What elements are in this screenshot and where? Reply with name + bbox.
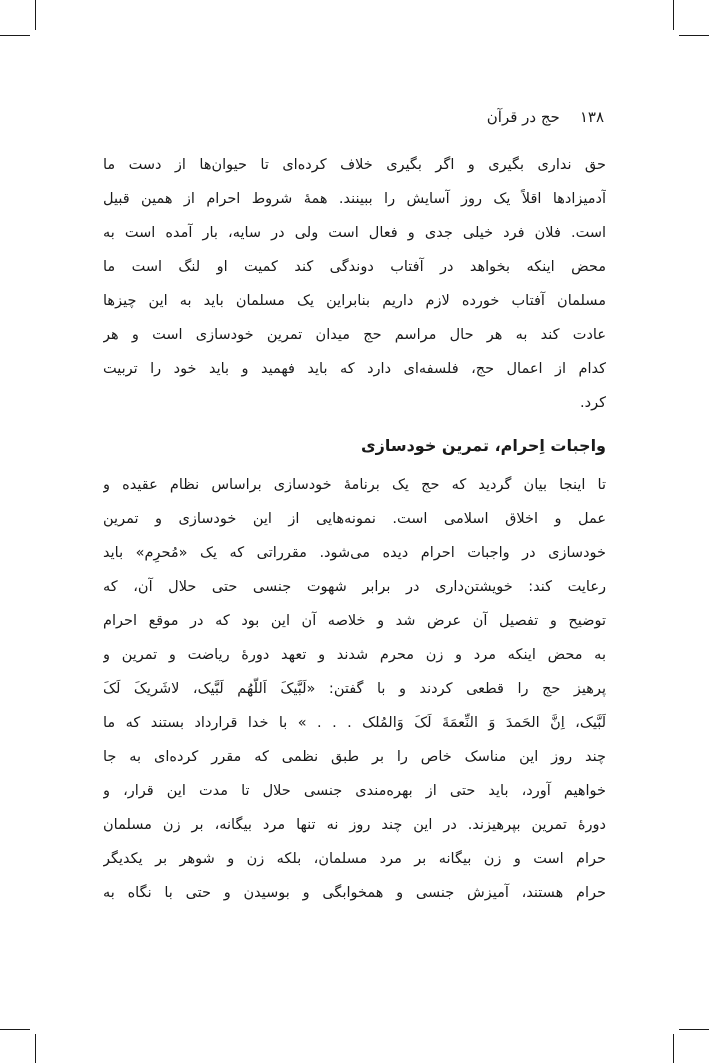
paragraph-line: توضیح و تفصیل آن عرض شد و خلاصه آن این بود که در موقع احرام xyxy=(103,613,606,629)
paragraph-line: است. فلان فرد خیلی جدی و فعال است ولی در سایه، بار آمده است به xyxy=(103,225,606,241)
paragraph-line: تا اینجا بیان گردید که حج یک برنامهٔ خودسازی براساس نظام عقیده و xyxy=(103,477,606,493)
paragraph-line: لَبَّیک، اِنَّ الحَمدَ وَ النِّعمَةَ لَکَ وَالمُلک . . . » با خدا قرارداد بستند که ما xyxy=(103,715,606,731)
crop-mark-top-left-horizontal xyxy=(0,35,30,36)
crop-mark-bottom-right-horizontal xyxy=(679,1029,709,1030)
paragraph-line: خودسازی در واجبات احرام دیده می‌شود. مقرراتی که یک «مُحرِم» باید xyxy=(103,545,606,561)
paragraph-line: خواهیم آورد، باید حتی از بهره‌مندی جنسی حلال تا مدت این قرار، و xyxy=(103,783,606,799)
paragraph-line: کدام از اعمال حج، فلسفه‌ای دارد که باید فهمید و باید خود را تربیت xyxy=(103,361,606,377)
paragraph-line: عمل و اخلاق اسلامی است. نمونه‌هایی از این خودسازی و تمرین xyxy=(103,511,606,527)
paragraph-2 xyxy=(103,468,606,910)
paragraph-line: محض اینکه بخواهد در آفتاب دوندگی کند کمیت او لنگ است ما xyxy=(103,259,606,275)
paragraph-line: حق نداری بگیری و اگر بگیری خلاف کرده‌ای تا حیوان‌ها از دست ما xyxy=(103,157,606,173)
paragraph-line: چند روز این مناسک خاص را بر طبق نظمی که مقرر کرده‌ای به جا xyxy=(103,749,606,765)
crop-mark-bottom-left-vertical xyxy=(35,1034,36,1063)
crop-mark-top-right-horizontal xyxy=(679,35,709,36)
paragraph-line: پرهیز حج را قطعی کردند و با گفتن: «لَبَّیکَ اَللّهُم لَبَّیک، لاشَریکَ لَکَ xyxy=(103,681,606,697)
paragraph-line: به محض اینکه مرد و زن محرم شدند و تعهد دورهٔ ریاضت و تمرین و xyxy=(103,647,606,663)
paragraph-line: عادت کند به هر حال مراسم حج میدان تمرین خودسازی است و هر xyxy=(103,327,606,343)
paragraph-line: رعایت کند: خویشتن‌داری در برابر شهوت جنسی حتی حلال آن، که xyxy=(103,579,606,595)
crop-mark-top-right-vertical xyxy=(673,0,674,30)
paragraph-line: آدمیزادها اقلاً یک روز آسایش را ببینند. همهٔ شروط احرام از همین قبیل xyxy=(103,191,606,207)
paragraph-line: دورهٔ تمرین بپرهیزند. در این چند روز نه تنها مرد بیگانه، بر زن مسلمان xyxy=(103,817,606,833)
paragraph-line: مسلمان آفتاب خورده لازم داریم بنابراین یک مسلمان باید به این چیزها xyxy=(103,293,606,309)
paragraph-1 xyxy=(103,148,606,420)
paragraph-line: کرد. xyxy=(580,395,606,411)
page-number: ۱۳۸ xyxy=(579,108,604,126)
paragraph-line: حرام هستند، آمیزش جنسی و همخوابگی و بوسیدن و حتی با نگاه به xyxy=(103,885,606,901)
crop-mark-bottom-right-vertical xyxy=(673,1034,674,1063)
running-header xyxy=(487,108,604,126)
running-title: حج در قرآن xyxy=(486,108,560,126)
crop-mark-bottom-left-horizontal xyxy=(0,1029,30,1030)
crop-mark-top-left-vertical xyxy=(35,0,36,30)
paragraph-line: حرام است و زن بیگانه بر مرد مسلمان، بلکه زن و شوهر بر یکدیگر xyxy=(103,851,606,867)
section-heading: واجبات اِحرام، تمرین خودسازی xyxy=(360,436,606,455)
